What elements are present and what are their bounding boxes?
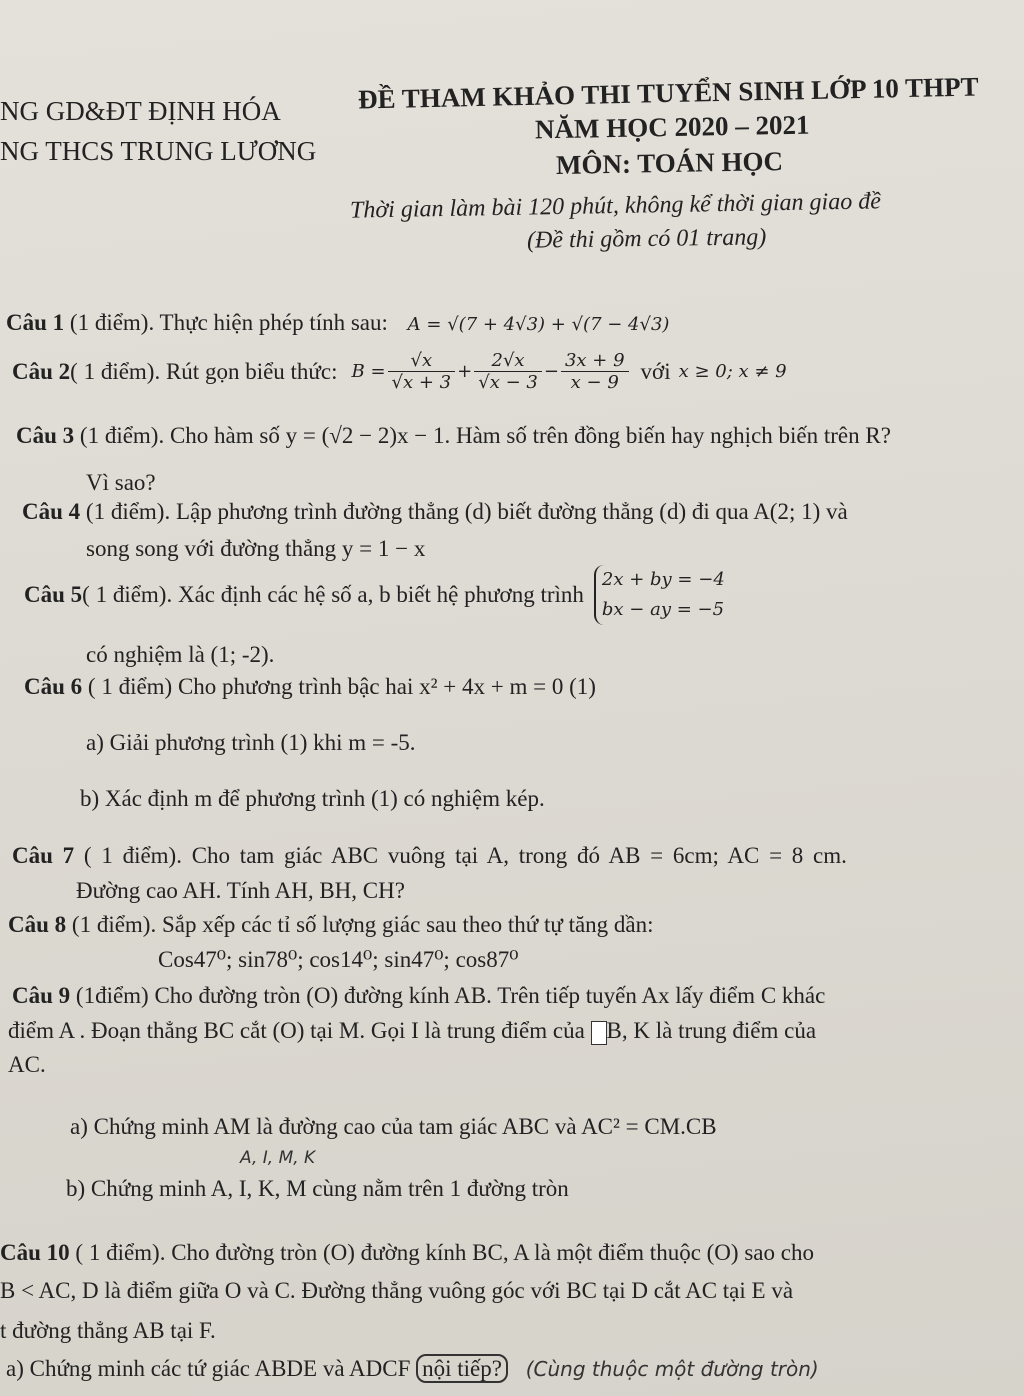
question-label: Câu 4 <box>22 499 81 524</box>
exam-year: NĂM HỌC 2020 – 2021 <box>534 109 810 145</box>
question-1: Câu 1 (1 điểm). Thực hiện phép tính sau: A = √(7 + 4√3) + √(7 − 4√3) <box>6 310 670 335</box>
question-8-line2: Cos47⁰; sin78⁰; cos14⁰; sin47⁰; cos87⁰ <box>158 947 519 972</box>
question-9a: a) Chứng minh AM là đường cao của tam giác ABC và AC² = CM.CB <box>70 1114 717 1139</box>
question-label: Câu 7 <box>12 843 75 868</box>
question-5-line2: có nghiệm là (1; -2). <box>86 642 275 667</box>
question-9-line3: AC. <box>8 1052 46 1077</box>
fraction: $\frac{3x + 9}{x - 9}$ <box>561 350 629 393</box>
question-8: Câu 8 (1 điểm). Sắp xếp các tỉ số lượng giác sau theo thứ tự tăng dần: <box>8 912 654 937</box>
question-6: Câu 6 ( 1 điểm) Cho phương trình bậc hai x² + 4x + m = 0 (1) <box>24 674 596 699</box>
handwritten-note: (Cùng thuộc một đường tròn) <box>525 1357 819 1381</box>
question-6b: b) Xác định m để phương trình (1) có nghiệm kép. <box>80 786 545 811</box>
question-2: Câu 2 ( 1 điểm). Rút gọn biểu thức: B = $\frac{√x}{√x + 3}$ + $\frac{2√x}{√x - 3}$ − $\frac{3x + 9}{x - 9}$ với x ≥ 0; x ≠ 9 <box>12 350 787 393</box>
condition: x ≥ 0; x ≠ 9 <box>678 361 787 382</box>
question-4-line2: song song với đường thẳng y = 1 − x <box>86 536 426 561</box>
fraction: $\frac{2√x}{√x - 3}$ <box>474 350 542 393</box>
question-5: Câu 5 ( 1 điểm). Xác định các hệ số a, b biết hệ phương trình 2x + by = −4 bx − ay = −5 <box>24 565 725 625</box>
question-4: Câu 4 (1 điểm). Lập phương trình đường thẳng (d) biết đường thẳng (d) đi qua A(2; 1) và <box>22 499 848 524</box>
time-note: Thời gian làm bài 120 phút, không kể thời gian giao đề <box>349 188 882 224</box>
question-label: Câu 5 <box>24 582 83 607</box>
equation-system: 2x + by = −4 bx − ay = −5 <box>594 565 725 625</box>
formula-b: B = $\frac{√x}{√x + 3}$ + $\frac{2√x}{√x - 3}$ − $\frac{3x + 9}{x - 9}$ <box>352 350 631 393</box>
question-label: Câu 3 <box>16 423 75 448</box>
question-6a: a) Giải phương trình (1) khi m = -5. <box>86 730 416 755</box>
question-label: Câu 2 <box>12 358 71 384</box>
exam-subject: MÔN: TOÁN HỌC <box>555 146 784 180</box>
question-label: Câu 8 <box>8 912 67 937</box>
formula-a: A = √(7 + 4√3) + √(7 − 4√3) <box>407 314 670 335</box>
question-label: Câu 1 <box>6 310 65 335</box>
question-9: Câu 9 (1điểm) Cho đường tròn (O) đường kính AB. Trên tiếp tuyến Ax lấy điểm C khác <box>12 983 826 1008</box>
fraction: $\frac{√x}{√x + 3}$ <box>388 350 456 393</box>
question-10a: a) Chứng minh các tứ giác ABDE và ADCF nội tiếp? (Cùng thuộc một đường tròn) <box>6 1356 819 1381</box>
question-10-line2: B < AC, D là điểm giữa O và C. Đường thẳng vuông góc với BC tại D cắt AC tại E và <box>0 1278 794 1303</box>
question-10: Câu 10 ( 1 điểm). Cho đường tròn (O) đường kính BC, A là một điểm thuộc (O) sao cho <box>0 1240 814 1265</box>
question-9-line2: điểm A . Đoạn thẳng BC cắt (O) tại M. Gọi I là trung điểm của B, K là trung điểm của <box>8 1018 817 1043</box>
school-dept: NG GD&ĐT ĐỊNH HÓA <box>0 96 281 126</box>
question-label: Câu 10 <box>0 1240 70 1265</box>
question-10-line3: t đường thẳng AB tại F. <box>0 1318 216 1343</box>
school-name: NG THCS TRUNG LƯƠNG <box>0 136 317 166</box>
exam-title: ĐỀ THAM KHẢO THI TUYỂN SINH LỚP 10 THPT <box>357 71 979 115</box>
text-cursor[interactable] <box>591 1021 607 1045</box>
circled-word: nội tiếp? <box>416 1354 508 1383</box>
question-7: Câu 7 ( 1 điểm). Cho tam giác ABC vuông tại A, trong đó AB = 6cm; AC = 8 cm. <box>12 843 847 868</box>
question-label: Câu 6 <box>24 674 83 699</box>
question-7-line2: Đường cao AH. Tính AH, BH, CH? <box>76 878 405 903</box>
handwritten-note: A, I, M, K <box>240 1148 316 1168</box>
question-9b: b) Chứng minh A, I, K, M cùng nằm trên 1 đường tròn <box>66 1176 569 1201</box>
question-3: Câu 3 (1 điểm). Cho hàm số y = (√2 − 2)x − 1. Hàm số trên đồng biến hay nghịch biến trên R? <box>16 423 891 448</box>
question-3-line2: Vì sao? <box>86 470 156 495</box>
page-note: (Đề thi gồm có 01 trang) <box>526 224 767 254</box>
question-label: Câu 9 <box>12 983 71 1008</box>
